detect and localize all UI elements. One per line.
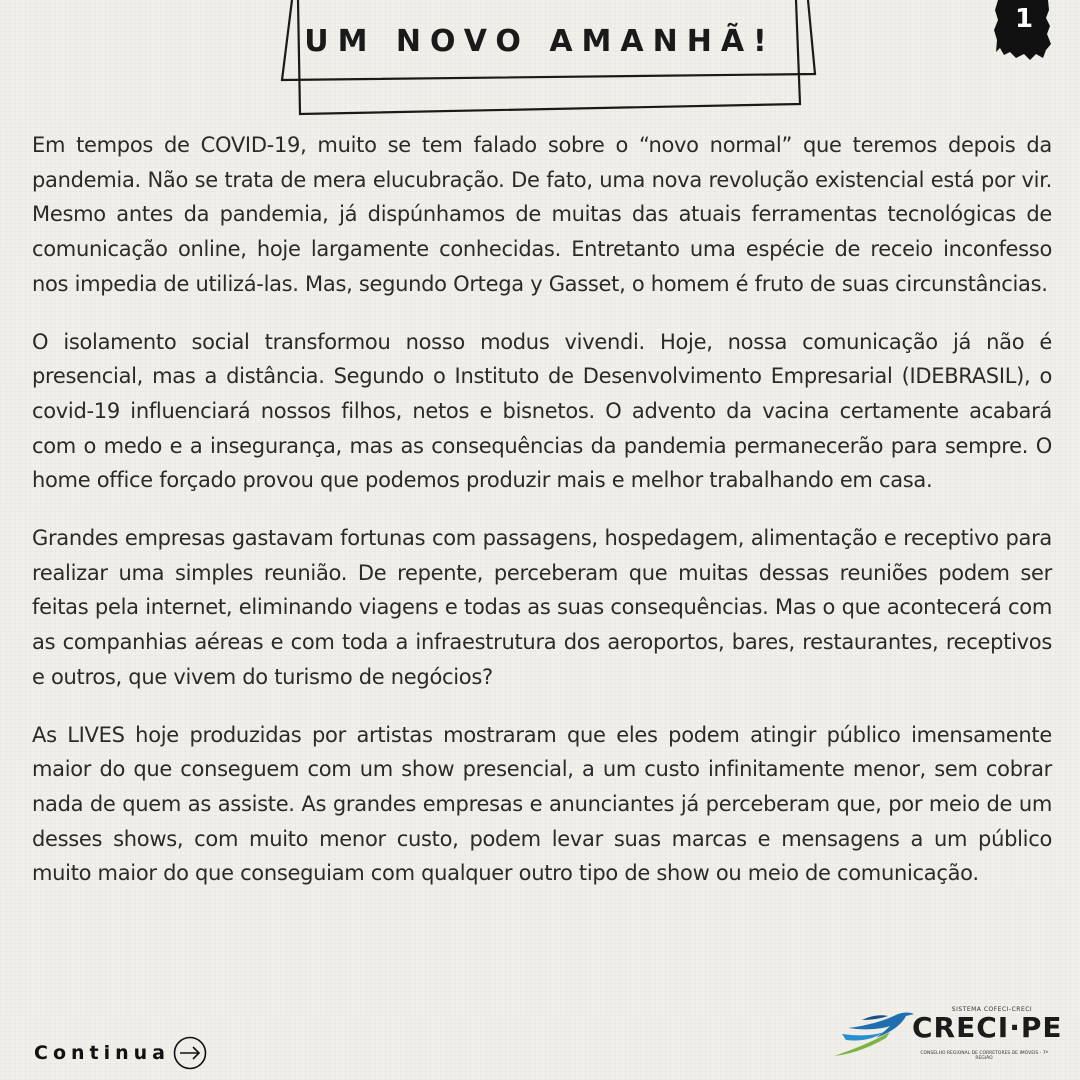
logo-top-text: SISTEMA COFECI-CRECI [951, 1006, 1033, 1013]
paragraph: O isolamento social transformou nosso modus vivendi. Hoje, nossa comunicação já não é presencial, mas a distância. Segundo o Instituto de Desenvolvimento Empresarial (IDEBRASIL), o covid-19 influenciará nossos filhos, netos e bisnetos. O advento da vacina certamente acabará com o medo e a insegurança, mas as consequências da pandemia permanecerão para sempre. O home office forçado provou que podemos produzir mais e melhor trabalhando em casa. [32, 329, 1052, 493]
page-number: 1 [1014, 4, 1034, 34]
continue-label: Continua [34, 1042, 170, 1064]
paragraph: As LIVES hoje produzidas por artistas mostraram que eles podem atingir público imensamente maior do que conseguem com um show presencial, a um custo infinitamente menor, sem cobrar nada de quem as assiste. As grandes empresas e anunciantes já perceberam que, por meio de um desses shows, com muito menor custo, podem levar suas marcas e mensagens a um público muito maior do que conseguiam com qualquer outro tipo de show ou meio de comunicação. [32, 722, 1052, 886]
arrow-right-circle-icon [172, 1035, 208, 1071]
article-body [32, 128, 1052, 914]
logo-wordmark: CRECI·PE [912, 1011, 1063, 1044]
bird-logo-icon [832, 1006, 916, 1062]
continue-link[interactable] [34, 1035, 208, 1071]
paragraph: Em tempos de COVID-19, muito se tem falado sobre o “novo normal” que teremos depois da pandemia. Não se trata de mera elucubração. De fato, uma nova revolução existencial está por vir. Mesmo antes da pandemia, já dispúnhamos de muitas das atuais ferramentas tecnológicas de comunicação online, hoje largamente conhecidas. Entretanto uma espécie de receio inconfesso nos impedia de utilizá-las. Mas, segundo Ortega y Gasset, o homem é fruto de suas circunstâncias. [32, 133, 1052, 296]
paragraph: Grandes empresas gastavam fortunas com passagens, hospedagem, alimentação e receptivo para realizar uma simples reunião. De repente, perceberam que muitas dessas reuniões podem ser feitas pela internet, eliminando viagens e todas as suas consequências. Mas o que acontecerá com as companhias aéreas e com toda a infraestrutura dos aeroportos, bares, restaurantes, receptivos e outros, que vivem do turismo de negócios? [32, 526, 1052, 689]
title-frame [270, 0, 830, 130]
creci-pe-logo [832, 1004, 1063, 1064]
page-title: UM NOVO AMANHÃ! [304, 24, 776, 59]
logo-subtitle: CONSELHO REGIONAL DE CORRETORES DE IMÓVEIS - 7ª REGIÃO [920, 1051, 1048, 1061]
